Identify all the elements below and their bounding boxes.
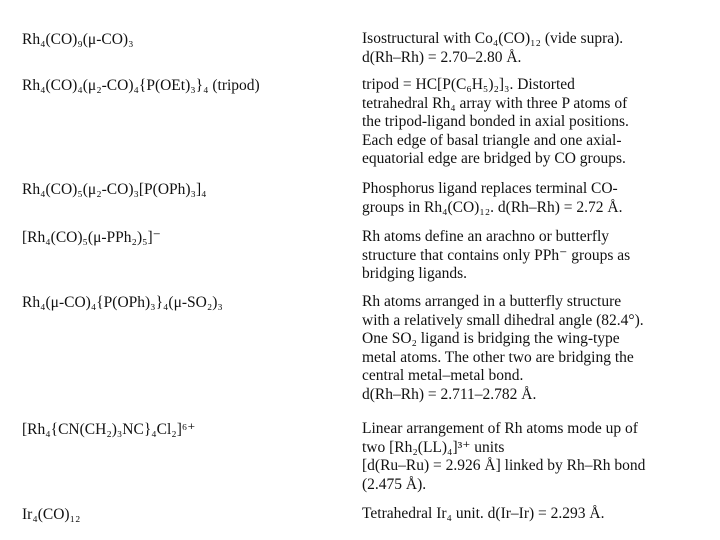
compound-description bbox=[362, 30, 712, 67]
description-line: d(Rh–Rh) = 2.70–2.80 Å. bbox=[362, 48, 522, 66]
description-line: Isostructural with Co₄(CO)₁₂ (vide supra). bbox=[362, 30, 624, 47]
description-line: with a relatively small dihedral angle (82.4°). bbox=[362, 311, 644, 329]
description-line: Each edge of basal triangle and one axial- bbox=[362, 131, 622, 149]
compound-description bbox=[362, 180, 712, 217]
compound-description bbox=[362, 293, 712, 404]
description-line: structure that contains only PPh⁻ groups as bbox=[362, 246, 631, 264]
compound-description bbox=[362, 76, 712, 169]
compound-formula: Rh₄(CO)₄(μ₂-CO)₄{P(OEt)₃}₄ (tripod) bbox=[22, 77, 260, 94]
description-line: Tetrahedral Ir₄ unit. d(Ir–Ir) = 2.293 Å. bbox=[362, 505, 605, 522]
compound-formula: Rh₄(μ-CO)₄{P(OPh)₃}₄(μ-SO₂)₃ bbox=[22, 294, 223, 311]
description-line: groups in Rh₄(CO)₁₂. d(Rh–Rh) = 2.72 Å. bbox=[362, 198, 623, 216]
compound-description bbox=[362, 505, 712, 524]
description-line: Phosphorus ligand replaces terminal CO- bbox=[362, 180, 618, 197]
description-line: bridging ligands. bbox=[362, 265, 468, 282]
compound-description bbox=[362, 228, 712, 284]
description-line: Rh atoms define an arachno or butterfly bbox=[362, 228, 610, 245]
description-line: metal atoms. The other two are bridging the bbox=[362, 348, 634, 366]
description-line: d(Rh–Rh) = 2.711–2.782 Å. bbox=[362, 385, 537, 403]
compound-formula: [Rh₄{CN(CH₂)₃NC}₄Cl₂]⁶⁺ bbox=[22, 421, 196, 438]
compound-formula: [Rh₄(CO)₅(μ-PPh₂)₅]⁻ bbox=[22, 229, 161, 246]
description-line: central metal–metal bond. bbox=[362, 367, 524, 384]
description-line: (2.475 Å). bbox=[362, 475, 427, 493]
description-line: two [Rh₂(LL)₄]³⁺ units bbox=[362, 438, 505, 456]
compound-formula: Ir₄(CO)₁₂ bbox=[22, 506, 81, 523]
description-line: Linear arrangement of Rh atoms mode up of bbox=[362, 420, 638, 437]
description-line: Rh atoms arranged in a butterfly structure bbox=[362, 293, 622, 310]
compound-description bbox=[362, 420, 712, 494]
description-line: tetrahedral Rh₄ array with three P atoms of bbox=[362, 94, 628, 112]
compound-formula: Rh₄(CO)₉(μ-CO)₃ bbox=[22, 31, 134, 48]
description-line: One SO₂ ligand is bridging the wing-type bbox=[362, 330, 620, 347]
description-line: the tripod-ligand bonded in axial positions. bbox=[362, 113, 629, 130]
description-line: tripod = HC[P(C₆H₅)₂]₃. Distorted bbox=[362, 76, 575, 93]
description-line: equatorial edge are bridged by CO groups. bbox=[362, 150, 626, 167]
compound-formula: Rh₄(CO)₅(μ₂-CO)₃[P(OPh)₃]₄ bbox=[22, 181, 207, 198]
description-line: [d(Ru–Ru) = 2.926 Å] linked by Rh–Rh bond bbox=[362, 457, 646, 474]
